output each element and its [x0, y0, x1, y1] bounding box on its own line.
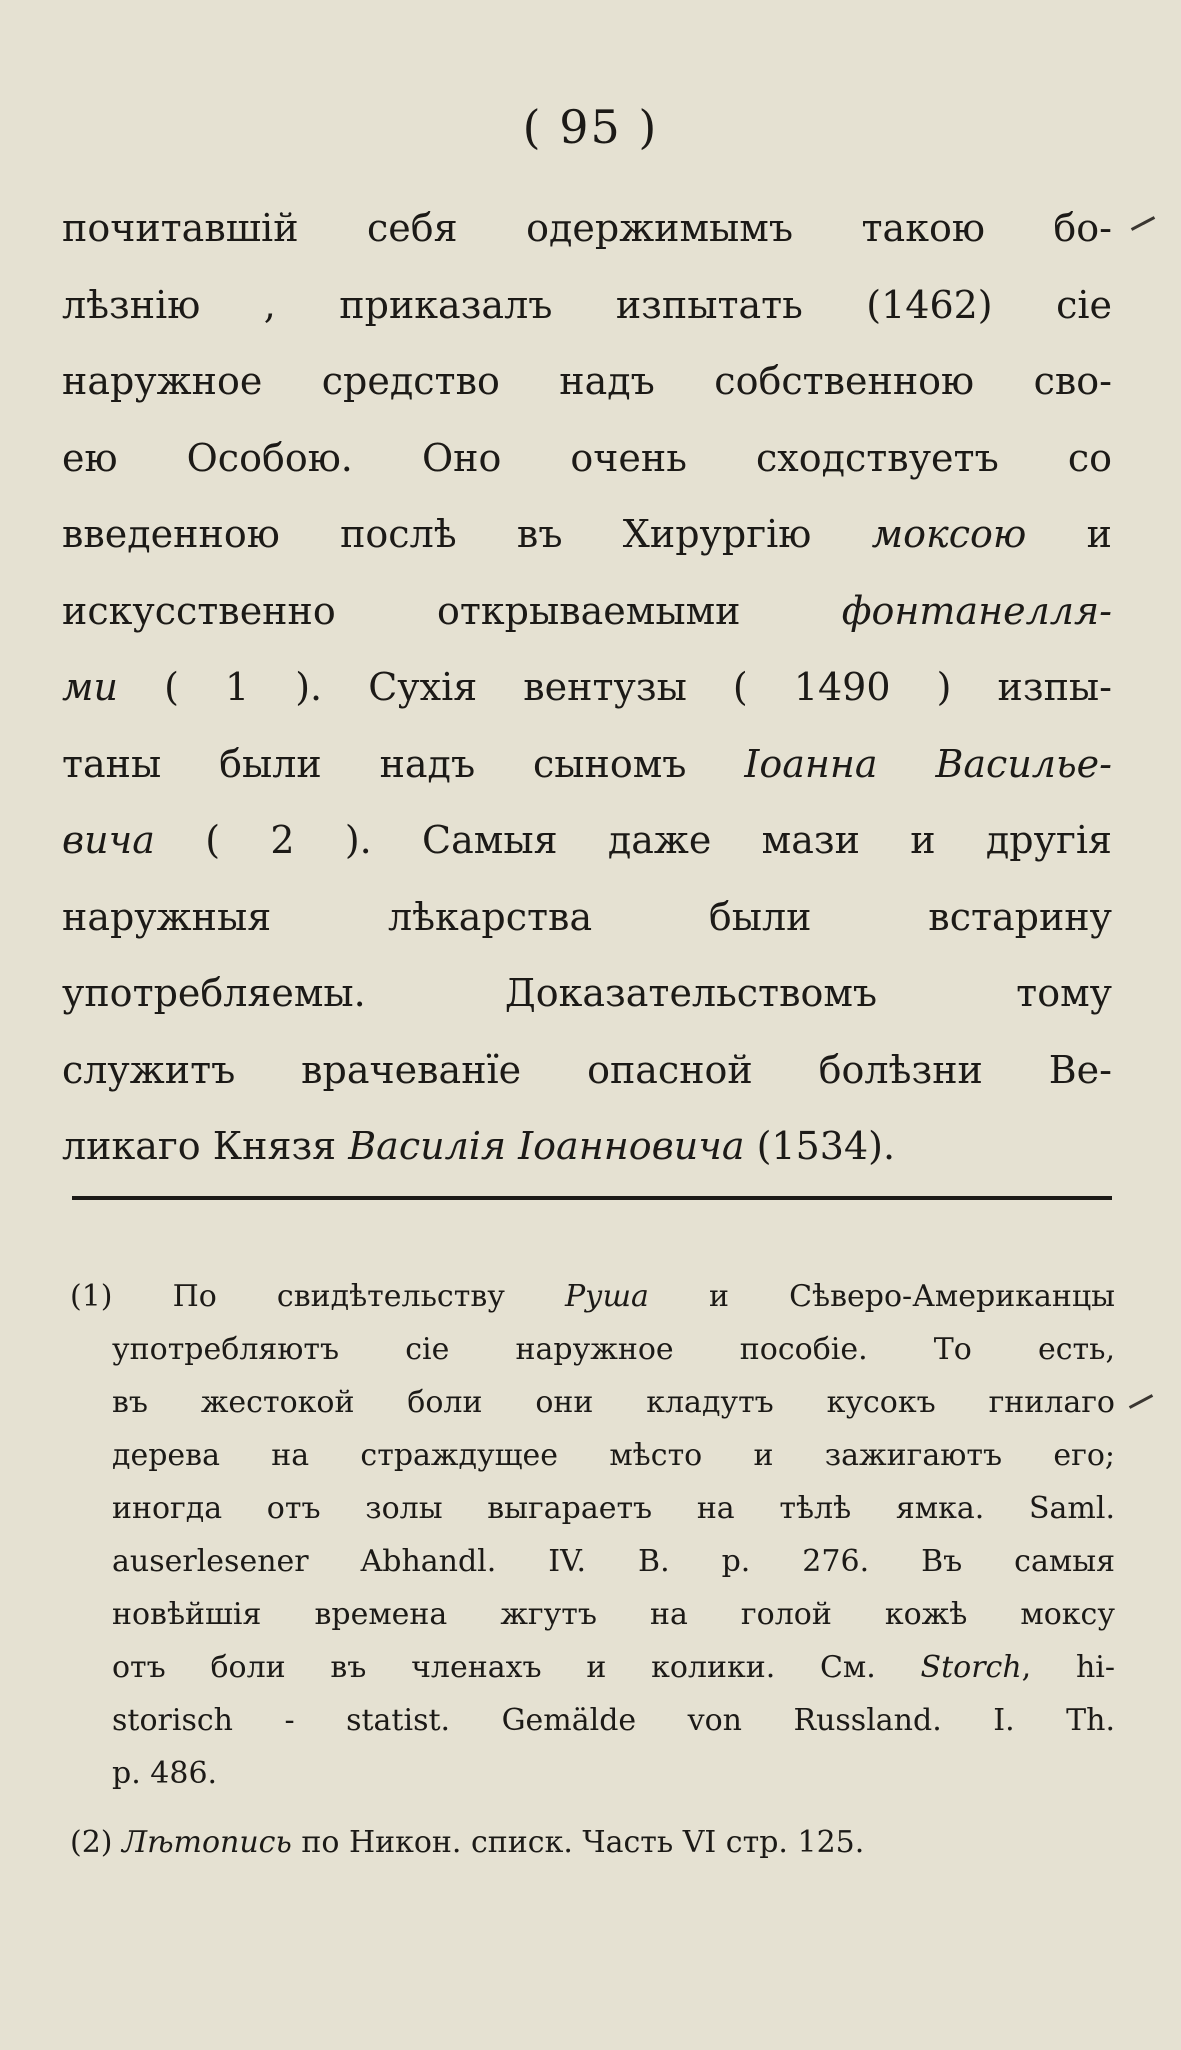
footnote-separator-rule — [72, 1196, 1112, 1200]
body-line — [62, 649, 1112, 726]
body-line: ею Особою. Оно очень сходствуетъ со — [62, 435, 1112, 480]
footnote-line: новѣйшія времена жгутъ на голой кожѣ моксу — [112, 1597, 1115, 1632]
body-line: наружныя лѣкарства были встарину — [62, 894, 1112, 939]
body-line: употребляемы. Доказательствомъ тому — [62, 971, 1112, 1015]
footnote-line: storisch - statist. Gemälde von Russland. I. Th. — [112, 1703, 1115, 1738]
body-line: служитъ врачеванїе опасной болѣзни Ве- — [62, 1047, 1112, 1092]
margin-pencil-mark — [1131, 216, 1155, 231]
text-run: (1) По свидѣтельству — [70, 1279, 565, 1314]
body-line: почитавшій себя одержимымъ такою бо- — [62, 206, 1112, 250]
body-line: лѣзнію , приказалъ изпытать (1462) сіе — [62, 282, 1112, 327]
text-run: ликаго Князя — [62, 1124, 349, 1168]
italic-text: ми — [62, 665, 118, 709]
text-run: таны были надъ сыномъ — [62, 741, 745, 786]
footnote-2 — [70, 1816, 1115, 1869]
footnote-line: p. 486. — [112, 1756, 218, 1791]
text-run: введенною послѣ въ Хирургію — [62, 512, 872, 556]
page-number: ( 95 ) — [522, 100, 659, 154]
text-run: (2) — [70, 1825, 123, 1860]
italic-text: моксою — [871, 512, 1027, 556]
text-run: и — [1026, 512, 1112, 556]
footnote-line: употребляютъ сіе наружное пособіе. То есть, — [112, 1332, 1115, 1367]
text-run: , hi- — [1021, 1650, 1115, 1685]
footnote-line: дерева на страждущее мѣсто и зажигаютъ его; — [112, 1438, 1115, 1473]
text-run: по Никон. списк. Часть VI стр. 125. — [291, 1825, 865, 1860]
footnote-line: въ жестокой боли они кладутъ кусокъ гнилаго — [112, 1385, 1115, 1420]
text-run: отъ боли въ членахъ и колики. См. — [112, 1650, 921, 1685]
body-line — [62, 573, 1112, 650]
body-line — [62, 496, 1112, 573]
italic-text: Василія Іоанновича — [348, 1124, 745, 1168]
footnote-1 — [70, 1270, 1115, 1800]
footnotes — [70, 1270, 1115, 1869]
text-run: и Сѣверо-Американцы — [648, 1279, 1116, 1314]
body-line — [62, 1108, 1112, 1185]
text-run: ( 1 ). Сухія вентузы ( 1490 ) изпы- — [117, 665, 1112, 709]
body-line — [62, 726, 1112, 803]
footnote-line: auserlesener Abhandl. IV. B. p. 276. Въ самыя — [112, 1544, 1115, 1579]
italic-text: фонтанелля- — [841, 588, 1112, 633]
main-text — [62, 190, 1112, 1185]
footnote-line: иногда отъ золы выгараетъ на тѣлѣ ямка. Saml. — [112, 1491, 1115, 1526]
footnote-line — [70, 1641, 1115, 1694]
text-run: ( 2 ). Самыя даже мази и другія — [154, 818, 1112, 862]
text-run: (1534). — [744, 1124, 896, 1168]
italic-text: Storch — [920, 1650, 1022, 1685]
body-line: наружное средство надъ собственною сво- — [62, 359, 1112, 403]
italic-text: Лѣтопись — [122, 1825, 292, 1860]
margin-pencil-mark — [1129, 1394, 1153, 1409]
footnote-line — [70, 1816, 1115, 1869]
italic-text: Руша — [564, 1279, 649, 1314]
italic-text: Іоанна Василье- — [744, 741, 1112, 786]
italic-text: вича — [62, 818, 155, 862]
footnote-line — [70, 1270, 1115, 1323]
text-run: искусственно открываемыми — [62, 588, 842, 633]
body-line — [62, 802, 1112, 879]
